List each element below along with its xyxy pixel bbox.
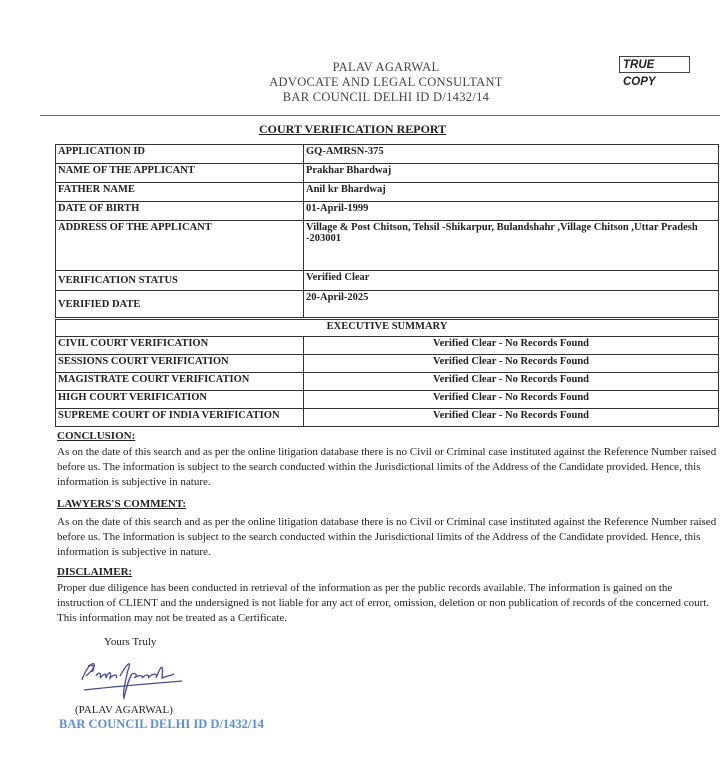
row-value: Verified Clear (304, 271, 719, 291)
table-row (56, 221, 719, 271)
lawyers-comment-text: As on the date of this search and as per the online litigation database there is no Civil or Criminal case instituted against the Reference Number raised before us. The information is subject to the search conducted within the Jurisdictional limits of the Address of the Candidate provided. Hence, this information is subjective in nature. (57, 516, 717, 558)
row-value: 01-April-1999 (304, 202, 719, 221)
table-row (56, 391, 719, 409)
advocate-designation: ADVOCATE AND LEGAL CONSULTANT (269, 75, 503, 89)
table-row (56, 145, 719, 164)
row-value: Anil kr Bhardwaj (304, 183, 719, 202)
summary-heading: EXECUTIVE SUMMARY (56, 320, 719, 337)
header-divider (40, 115, 720, 116)
row-label: HIGH COURT VERIFICATION (56, 391, 304, 409)
row-label: FATHER NAME (56, 183, 304, 202)
row-label: VERIFICATION STATUS (56, 271, 304, 291)
summary-heading-row (56, 320, 719, 337)
row-value: Verified Clear - No Records Found (304, 355, 719, 373)
row-label: ADDRESS OF THE APPLICANT (56, 221, 304, 271)
table-row (56, 409, 719, 427)
row-label: SESSIONS COURT VERIFICATION (56, 355, 304, 373)
row-label: CIVIL COURT VERIFICATION (56, 337, 304, 355)
row-value: Prakhar Bhardwaj (304, 164, 719, 183)
table-row (56, 337, 719, 355)
closing-text: Yours Truly (104, 636, 157, 648)
row-label: APPLICATION ID (56, 145, 304, 164)
row-value: Verified Clear - No Records Found (304, 337, 719, 355)
conclusion-heading: CONCLUSION: (57, 430, 136, 442)
disclaimer-heading: DISCLAIMER: (57, 566, 133, 578)
table-row (56, 183, 719, 202)
table-row (56, 164, 719, 183)
report-title: COURT VERIFICATION REPORT (259, 122, 447, 136)
signatory-name: (PALAV AGARWAL) (75, 704, 173, 716)
signature-image (78, 654, 188, 702)
row-value: Verified Clear - No Records Found (304, 409, 719, 427)
disclaimer-text: Proper due diligence has been conducted in retrieval of the information as per the public records available. The information is gained on the instruction of CLIENT and the undersigned is not liable for any act of error, omission, deletion or non publication of records of the concerned court. This information may not be treated as a Certificate. (57, 582, 710, 624)
row-label: MAGISTRATE COURT VERIFICATION (56, 373, 304, 391)
advocate-name: PALAV AGARWAL (332, 60, 440, 74)
row-label: SUPREME COURT OF INDIA VERIFICATION (56, 409, 304, 427)
advocate-bar-id: BAR COUNCIL DELHI ID D/1432/14 (282, 90, 490, 104)
applicant-details-table (55, 144, 719, 318)
row-value: GQ-AMRSN-375 (304, 145, 719, 164)
table-row (56, 271, 719, 291)
row-value: Verified Clear - No Records Found (304, 373, 719, 391)
lawyers-comment-heading: LAWYERS'S COMMENT: (57, 498, 187, 510)
row-value: Verified Clear - No Records Found (304, 391, 719, 409)
executive-summary-table (55, 319, 719, 427)
true-copy-stamp: TRUE COPY (619, 56, 690, 73)
table-row (56, 202, 719, 221)
conclusion-text: As on the date of this search and as per the online litigation database there is no Civil or Criminal case instituted against the Reference Number raised before us. The information is subject to the search conducted within the Jurisdictional limits of the Address of the Candidate provided. Hence, this information is subjective in nature. (57, 446, 717, 488)
signatory-bar-id: BAR COUNCIL DELHI ID D/1432/14 (59, 717, 264, 731)
row-value: 20-April-2025 (304, 291, 719, 318)
table-row (56, 355, 719, 373)
table-row (56, 373, 719, 391)
row-label: NAME OF THE APPLICANT (56, 164, 304, 183)
row-value: Village & Post Chitson, Tehsil -Shikarpur, Bulandshahr ,Village Chitson ,Uttar Pradesh -203001 (304, 221, 719, 271)
row-label: DATE OF BIRTH (56, 202, 304, 221)
row-label: VERIFIED DATE (56, 291, 304, 318)
table-row (56, 291, 719, 318)
